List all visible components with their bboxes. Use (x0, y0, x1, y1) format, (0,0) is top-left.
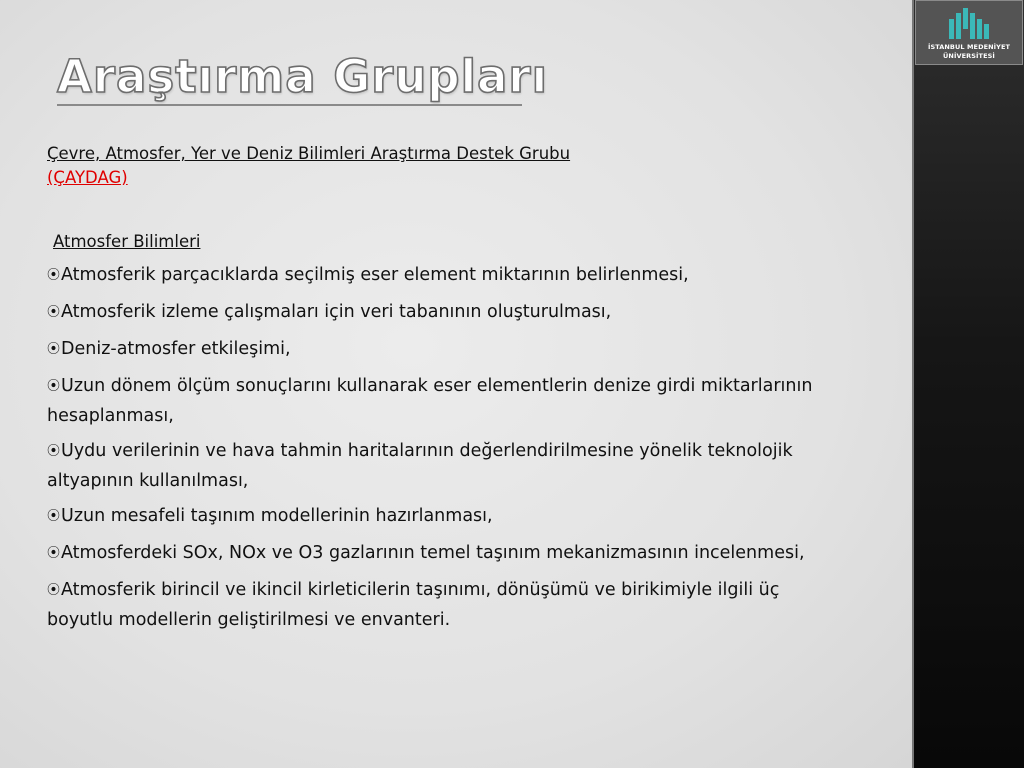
list-item-text: Uzun mesafeli taşınım modellerinin hazırlanması, (61, 506, 493, 526)
section-title: Atmosfer Bilimleri (53, 232, 201, 251)
university-logo (915, 0, 1023, 65)
university-building-icon (948, 5, 990, 41)
bullet-icon: ⦿ (47, 268, 61, 283)
list-item (47, 437, 847, 495)
list-item-text: Deniz-atmosfer etkileşimi, (61, 339, 291, 359)
list-item-text: Atmosferik izleme çalışmaları için veri tabanının oluşturulması, (61, 302, 612, 322)
list-item-text: Uydu verilerinin ve hava tahmin haritalarının değerlendirilmesine yönelik teknolojik altyapının kullanılması, (47, 441, 793, 491)
bullet-icon: ⦿ (47, 305, 61, 320)
bullet-icon: ⦿ (47, 509, 61, 524)
title-underline (57, 104, 522, 106)
bullet-icon: ⦿ (47, 379, 61, 394)
bullet-icon: ⦿ (47, 583, 61, 598)
logo-text-line1: İSTANBUL MEDENİYET (927, 43, 1011, 51)
slide-content (47, 141, 847, 641)
list-item (47, 372, 847, 430)
group-name: Çevre, Atmosfer, Yer ve Deniz Bilimleri Araştırma Destek Grubu (47, 144, 571, 163)
bullet-list (47, 261, 847, 634)
bullet-icon: ⦿ (47, 546, 61, 561)
list-item (47, 576, 847, 634)
list-item (47, 539, 847, 569)
page-title: Araştırma Grupları (57, 50, 549, 103)
list-item-text: Atmosferik birincil ve ikincil kirleticilerin taşınımı, dönüşümü ve birikimiyle ilgili üç boyutlu modellerin geliştirilmesi ve envanteri. (47, 580, 780, 630)
bullet-icon: ⦿ (47, 342, 61, 357)
side-panel (912, 0, 1024, 768)
list-item (47, 261, 847, 291)
group-abbreviation: (ÇAYDAG) (47, 168, 128, 187)
list-item-text: Uzun dönem ölçüm sonuçlarını kullanarak eser elementlerin denize girdi miktarlarının hesaplanması, (47, 376, 813, 426)
logo-text-line2: ÜNİVERSİTESİ (943, 52, 995, 60)
list-item (47, 298, 847, 328)
list-item-text: Atmosferik parçacıklarda seçilmiş eser element miktarının belirlenmesi, (61, 265, 689, 285)
list-item-text: Atmosferdeki SOx, NOx ve O3 gazlarının temel taşınım mekanizmasının incelenmesi, (61, 543, 805, 563)
list-item (47, 335, 847, 365)
list-item (47, 502, 847, 532)
bullet-icon: ⦿ (47, 444, 61, 459)
